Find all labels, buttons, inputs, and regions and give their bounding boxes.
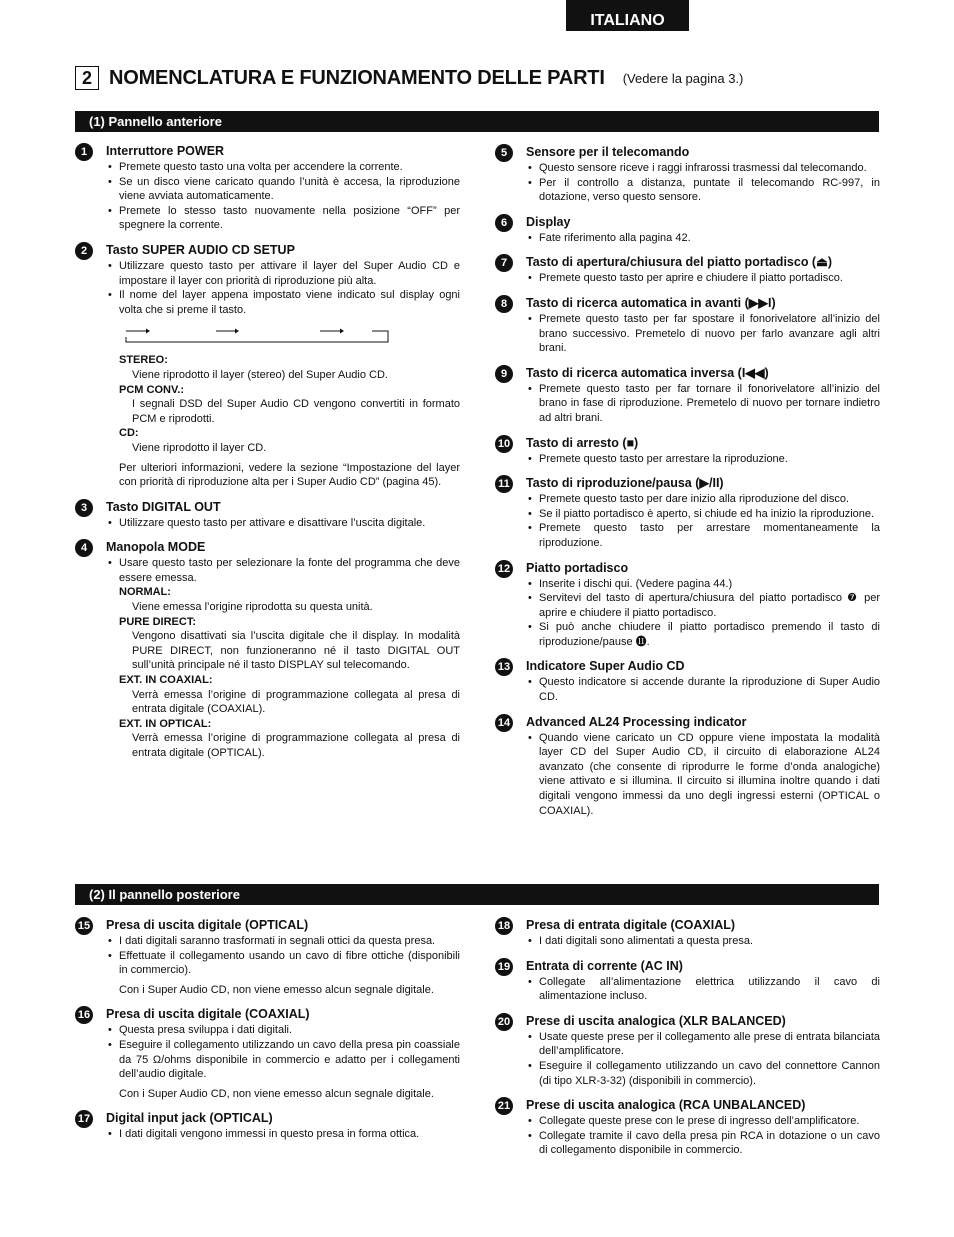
item-ac-in (495, 958, 880, 1004)
bullet: • Fate riferimento alla pagina 42. (526, 231, 880, 246)
item-number-badge: 8 (495, 295, 513, 313)
item-number-badge: 7 (495, 254, 513, 272)
term-description: Vengono disattivati sia l’uscita digitale che il display. In modalità PURE DIRECT, non funzioneranno né il tasto DIGITAL OUT sull’unità principale né il tasto DISPLAY sul telecomando. (132, 630, 460, 672)
item-title: Sensore per il telecomando (526, 145, 690, 159)
item-title: Prese di uscita analogica (XLR BALANCED) (526, 1013, 786, 1028)
item-number-badge: 6 (495, 214, 513, 232)
note-paragraph: Per ulteriori informazioni, vedere la sezione “Impostazione del layer con priorità di riproduzione alta per i Super Audio CD” (pagina 45). (119, 461, 460, 489)
item-number-badge: 3 (75, 499, 93, 517)
item-xlr-balanced (495, 1013, 880, 1088)
section-bar-rear-panel: (2) Il pannello posteriore (75, 884, 879, 905)
item-remote-sensor (495, 144, 880, 205)
item-number-badge: 18 (495, 917, 513, 935)
bullet: • Collegate all’alimentazione elettrica utilizzando il cavo di alimentazione incluso. (526, 975, 880, 1004)
language-tab: ITALIANO (566, 0, 689, 31)
item-coaxial-out (75, 1006, 460, 1101)
bullet: • Questa presa sviluppa i dati digitali. (106, 1023, 460, 1038)
item-title: Tasto di ricerca automatica inversa (I◀◀) (526, 365, 769, 380)
bullet: • Usate queste prese per il collegamento alle prese di entrata bilanciata dell’amplificatore. (526, 1030, 880, 1059)
item-number-badge: 11 (495, 475, 513, 493)
bullet: • Questo sensore riceve i raggi infrarossi trasmessi dal telecomando. (526, 161, 880, 176)
layer-cycle-diagram (120, 327, 395, 343)
item-title: Tasto di apertura/chiusura del piatto portadisco (⏏) (526, 255, 833, 270)
item-number-badge: 1 (75, 143, 93, 161)
item-number-badge: 5 (495, 144, 513, 162)
item-optical-out (75, 917, 460, 997)
item-number-badge: 20 (495, 1013, 513, 1031)
item-title: Presa di uscita digitale (OPTICAL) (106, 918, 309, 932)
bullet: • I dati digitali saranno trasformati in segnali ottici da questa presa. (106, 934, 460, 949)
bullet: • Il nome del layer appena impostato viene indicato sul display ogni volta che si preme il tasto. (106, 288, 460, 317)
term-description: Viene riprodotto il layer CD. (132, 441, 267, 454)
bullet: • Premete questo tasto per far spostare il fonorivelatore all’inizio del brano successivo. Premetelo di nuovo per farlo avanzare agli altri brani. (526, 312, 880, 356)
term-description: Viene emessa l’origine riprodotta su questa unità. (132, 601, 373, 614)
bullet: • Premete questo tasto per arrestare la riproduzione. (526, 452, 880, 467)
item-title: Presa di entrata digitale (COAXIAL) (526, 918, 736, 932)
term-description: I segnali DSD del Super Audio CD vengono convertiti in formato PCM e riprodotti. (132, 398, 460, 425)
bullet: • I dati digitali vengono immessi in questo presa in forma ottica. (106, 1127, 460, 1142)
item-optical-in (75, 1110, 460, 1142)
term-list (106, 353, 460, 455)
section-bar-front-panel: (1) Pannello anteriore (75, 111, 879, 132)
item-title: Prese di uscita analogica (RCA UNBALANCED) (526, 1098, 806, 1113)
item-number-badge: 10 (495, 435, 513, 453)
term-label: EXT. IN COAXIAL: (119, 674, 213, 687)
bullet: • Se il piatto portadisco è aperto, si chiude ed ha inizio la riproduzione. (526, 507, 880, 522)
term-label: PURE DIRECT: (119, 615, 197, 628)
item-title: Tasto di arresto (■) (526, 435, 639, 450)
bullet: • Servitevi del tasto di apertura/chiusura del piatto portadisco ❼ per aprire e chiudere il piatto portadisco. (526, 591, 880, 620)
bullet: • Questo indicatore si accende durante la riproduzione di Super Audio CD. (526, 675, 880, 704)
chapter-number: 2 (75, 66, 99, 90)
item-title: Tasto SUPER AUDIO CD SETUP (106, 242, 295, 257)
term-list (106, 585, 460, 760)
rear-right-column (495, 917, 880, 1167)
item-number-badge: 16 (75, 1006, 93, 1024)
item-number-badge: 17 (75, 1110, 93, 1128)
bullet: • Si può anche chiudere il piatto portadisco premendo il tasto di riproduzione/pause ⓫. (526, 620, 880, 649)
chapter-page-reference: (Vedere la pagina 3.) (622, 70, 744, 86)
term-description: Viene riprodotto il layer (stereo) del Super Audio CD. (132, 368, 388, 381)
bullet: • Eseguire il collegamento utilizzando un cavo della presa pin coassiale da 75 Ω/ohms disponibile in commercio e adatto per i collegamenti dell’audio digitale. (106, 1038, 460, 1082)
item-sacd-setup (75, 242, 460, 490)
term-label: CD: (119, 427, 139, 440)
item-title: Presa di uscita digitale (COAXIAL) (106, 1007, 310, 1022)
item-number-badge: 21 (495, 1097, 513, 1115)
bullet: • Collegate tramite il cavo della presa pin RCA in dotazione o un cavo di collegamento disponibile in commercio. (526, 1129, 880, 1158)
item-title: Tasto di riproduzione/pausa (▶/II) (526, 476, 724, 491)
cycle-arrows-icon (120, 327, 395, 343)
bullet: • Se un disco viene caricato quando l’unità è accesa, la riproduzione viene avviata automaticamente. (106, 175, 460, 204)
bullet: • Eseguire il collegamento utilizzando un cavo del connettore Cannon (di tipo XLR-3-32) (disponibili in commercio). (526, 1059, 880, 1088)
item-title: Interruttore POWER (106, 144, 225, 158)
item-rca-unbalanced (495, 1097, 880, 1158)
bullet: • Premete questo tasto una volta per accendere la corrente. (106, 160, 460, 175)
note-paragraph: Con i Super Audio CD, non viene emesso alcun segnale digitale. (119, 1087, 434, 1100)
bullet: • Effettuate il collegamento usando un cavo di fibre ottiche (disponibili in commercio). (106, 949, 460, 978)
bullet: • Premete questo tasto per dare inizio alla riproduzione del disco. (526, 492, 880, 507)
item-number-badge: 19 (495, 958, 513, 976)
rear-left-column (75, 917, 460, 1151)
item-coaxial-in (495, 917, 880, 949)
item-number-badge: 2 (75, 242, 93, 260)
term-label: NORMAL: (119, 586, 171, 599)
term-label: STEREO: (119, 354, 168, 367)
term-description: Verrà emessa l’origine di programmazione collegata al presa di entrata digitale (OPTICAL). (132, 732, 460, 759)
item-open-close (495, 254, 880, 286)
item-mode-knob (75, 539, 460, 760)
item-number-badge: 15 (75, 917, 93, 935)
item-number-badge: 13 (495, 658, 513, 676)
bullet: • I dati digitali sono alimentati a questa presa. (526, 934, 880, 949)
bullet: • Per il controllo a distanza, puntate il telecomando RC-997, in dotazione, verso questo sensore. (526, 176, 880, 205)
item-sacd-indicator (495, 658, 880, 704)
note-paragraph: Con i Super Audio CD, non viene emesso alcun segnale digitale. (119, 983, 434, 996)
bullet: • Utilizzare questo tasto per attivare e disattivare l’uscita digitale. (106, 516, 460, 531)
item-disc-tray (495, 560, 880, 650)
item-al24-indicator (495, 714, 880, 819)
item-number-badge: 12 (495, 560, 513, 578)
item-power-switch (75, 143, 460, 233)
front-right-column (495, 144, 880, 827)
bullet: • Usare questo tasto per selezionare la fonte del programma che deve essere emessa. (106, 556, 460, 585)
bullet: • Quando viene caricato un CD oppure viene impostata la modalità layer CD del Super Audio CD, il circuito di elaborazione AL24 avanzato (che consente di riprodurre le forme d’onda analogiche) viene attivato e si illumina. Il circuito si illumina inoltre quando i dati digitali vengono immessi da uno degli ingressi esterni (OPTICAL o COAXIAL). (526, 731, 880, 819)
bullet: • Collegate queste prese con le prese di ingresso dell’amplificatore. (526, 1114, 880, 1129)
item-title: Tasto di ricerca automatica in avanti (▶▶I) (526, 295, 776, 310)
item-title: Indicatore Super Audio CD (526, 659, 685, 674)
item-display (495, 214, 880, 246)
item-title: Advanced AL24 Processing indicator (526, 714, 747, 729)
chapter-title: NOMENCLATURA E FUNZIONAMENTO DELLE PARTI (109, 66, 605, 89)
item-skip-forward (495, 295, 880, 356)
item-number-badge: 9 (495, 365, 513, 383)
item-number-badge: 4 (75, 539, 93, 557)
chapter-heading (75, 66, 743, 90)
item-title: Piatto portadisco (526, 560, 629, 575)
item-title: Tasto DIGITAL OUT (106, 499, 221, 514)
item-skip-back (495, 365, 880, 426)
item-title: Display (526, 214, 571, 229)
item-stop (495, 435, 880, 467)
bullet: • Premete questo tasto per aprire e chiudere il piatto portadisco. (526, 271, 880, 286)
item-play-pause (495, 475, 880, 550)
bullet: • Premete lo stesso tasto nuovamente nella posizione “OFF” per spegnere la corrente. (106, 204, 460, 233)
item-digital-out (75, 499, 460, 531)
item-number-badge: 14 (495, 714, 513, 732)
term-label: EXT. IN OPTICAL: (119, 717, 212, 730)
item-title: Entrata di corrente (AC IN) (526, 958, 683, 973)
bullet: • Utilizzare questo tasto per attivare il layer del Super Audio CD e impostare il layer con priorità di riproduzione più alta. (106, 259, 460, 288)
bullet: • Premete questo tasto per arrestare momentaneamente la riproduzione. (526, 521, 880, 550)
term-label: PCM CONV.: (119, 383, 184, 396)
bullet: • Inserite i dischi qui. (Vedere pagina 44.) (526, 577, 880, 592)
bullet: • Premete questo tasto per far tornare il fonorivelatore all’inizio del brano in fase di riproduzione. Premetelo di nuovo per tornare indietro ad altri brani. (526, 382, 880, 426)
term-description: Verrà emessa l’origine di programmazione collegata al presa di entrata digitale (COAXIAL). (132, 688, 460, 716)
item-title: Manopola MODE (106, 540, 206, 555)
item-title: Digital input jack (OPTICAL) (106, 1111, 273, 1126)
front-left-column (75, 143, 460, 770)
